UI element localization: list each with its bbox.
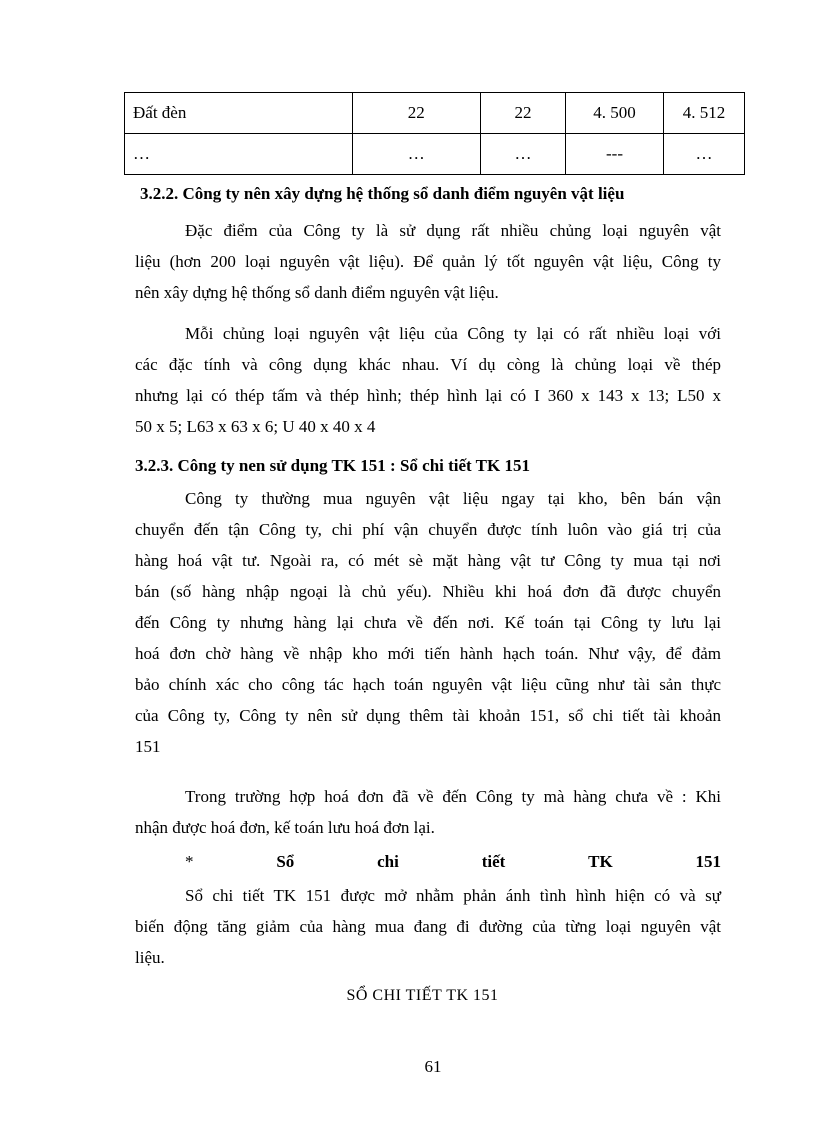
table-cell: …	[481, 134, 566, 175]
subheading-word: TK	[588, 852, 613, 871]
text-line: Mỗi chủng loại nguyên vật liệu của Công ty lại có rất nhiều loại với	[185, 324, 721, 343]
text-line: nhưng lại có thép tấm và thép hình; thép hình lại có I 360 x 143 x 13; L50 x	[135, 386, 721, 405]
subheading-word: 151	[695, 852, 721, 871]
paragraph-323-2	[135, 781, 721, 843]
text-line: 151	[135, 737, 161, 756]
text-line: Sổ chi tiết TK 151 được mở nhằm phản ánh tình hình hiện có và sự	[185, 886, 721, 905]
table-cell: …	[125, 134, 353, 175]
subheading-so-chi-tiet	[185, 850, 721, 874]
section-heading-3-2-3: 3.2.3. Công ty nen sử dụng TK 151 : Sổ chi tiết TK 151	[135, 456, 530, 475]
table-cell: 22	[352, 93, 480, 134]
subheading-word: *	[185, 852, 194, 871]
section-heading-3-2-2: 3.2.2. Công ty nên xây dựng hệ thống sổ danh điểm nguyên vật liệu	[140, 184, 625, 203]
table-row	[125, 134, 745, 175]
text-line: hàng hoá vật tư. Ngoài ra, có mét sè mặt hàng vật tư Công ty mua tại nơi	[135, 551, 721, 570]
subheading-word: tiết	[481, 852, 506, 871]
table-row	[125, 93, 745, 134]
materials-table	[124, 92, 745, 175]
text-line: chuyển đến tận Công ty, chi phí vận chuyển được tính luôn vào giá trị của	[135, 520, 721, 539]
paragraph-323-1	[135, 483, 721, 762]
text-line: nên xây dựng hệ thống sổ danh điểm nguyên vật liệu.	[135, 283, 499, 302]
text-line: bán (số hàng nhập ngoại là chủ yếu). Nhiều khi hoá đơn đã được chuyển	[135, 582, 721, 601]
table-caption: SỔ CHI TIẾT TK 151	[346, 987, 499, 1004]
text-line: Trong trường hợp hoá đơn đã về đến Công ty mà hàng chưa về : Khi	[185, 787, 721, 806]
text-line: 50 x 5; L63 x 63 x 6; U 40 x 40 x 4	[135, 417, 376, 436]
text-line: các đặc tính và công dụng khác nhau. Ví dụ còng là chủng loại về thép	[135, 355, 721, 374]
text-line: của Công ty, Công ty nên sử dụng thêm tài khoản 151, sổ chi tiết tài khoản	[135, 706, 721, 725]
paragraph-323-3	[135, 880, 721, 973]
table-cell: 22	[481, 93, 566, 134]
text-line: liệu.	[135, 948, 165, 967]
table-cell: 4. 512	[664, 93, 745, 134]
table-cell: Đất đèn	[125, 93, 353, 134]
text-line: đến Công ty nhưng hàng lại chưa về đến nơi. Kế toán tại Công ty lưu lại	[135, 613, 721, 632]
paragraph-322-1	[135, 215, 721, 308]
page-number: 61	[424, 1057, 442, 1076]
text-line: Đặc điểm của Công ty là sử dụng rất nhiều chủng loại nguyên vật	[185, 221, 721, 240]
text-line: liệu (hơn 200 loại nguyên vật liệu). Để quản lý tốt nguyên vật liệu, Công ty	[135, 252, 721, 271]
text-line: nhận được hoá đơn, kế toán lưu hoá đơn lại.	[135, 818, 435, 837]
table-cell: …	[664, 134, 745, 175]
text-line: bảo chính xác cho công tác hạch toán nguyên vật liệu cũng như tài sản thực	[135, 675, 721, 694]
table-cell: 4. 500	[565, 93, 663, 134]
table-cell: ---	[565, 134, 663, 175]
text-line: hoá đơn chờ hàng về nhập kho mới tiến hành hạch toán. Như vậy, để đảm	[135, 644, 721, 663]
table-cell: …	[352, 134, 480, 175]
paragraph-322-2	[135, 318, 721, 442]
subheading-word: chi	[377, 852, 399, 871]
text-line: biến động tăng giảm của hàng mua đang đi đường của từng loại nguyên vật	[135, 917, 721, 936]
text-line: Công ty thường mua nguyên vật liệu ngay tại kho, bên bán vận	[185, 489, 721, 508]
subheading-word: Sổ	[276, 852, 295, 871]
